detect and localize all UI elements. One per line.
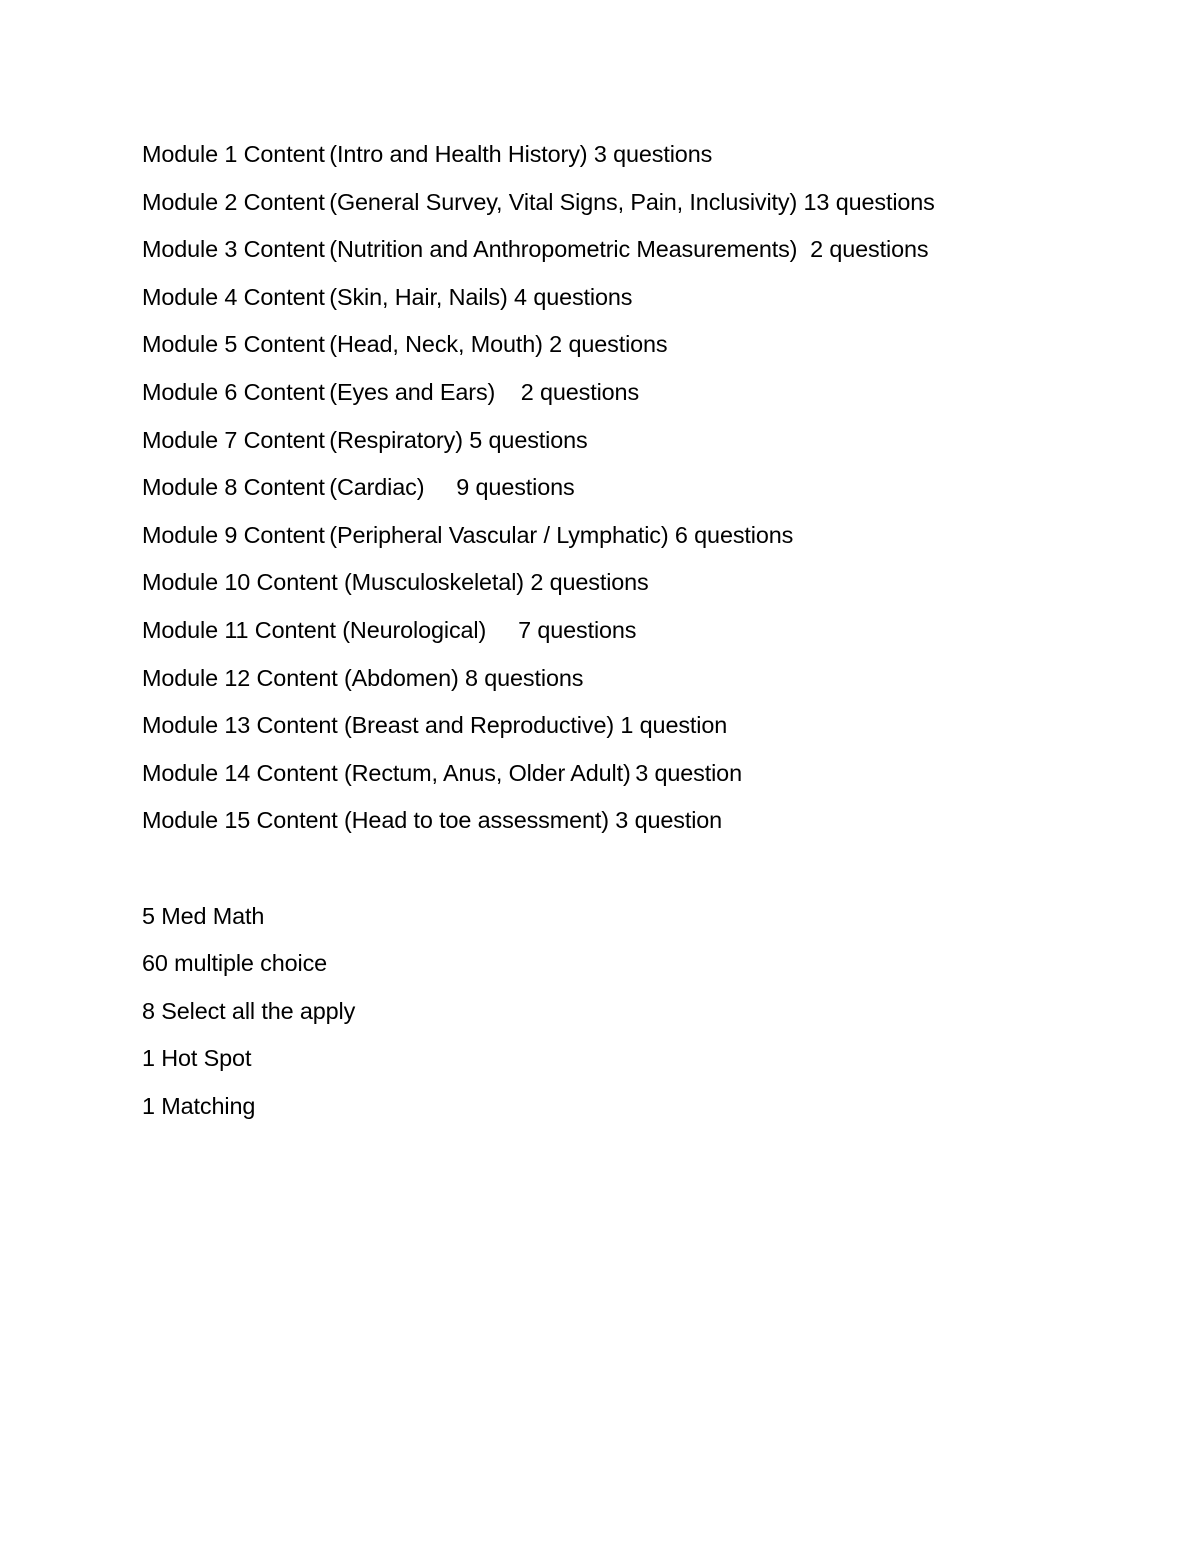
module-line: Module 6 Content (Eyes and Ears) 2 questions <box>142 378 640 405</box>
module-line: Module 12 Content (Abdomen) 8 questions <box>142 664 584 691</box>
module-line: Module 2 Content (General Survey, Vital Signs, Pain, Inclusivity) 13 questions <box>142 188 935 215</box>
module-line: Module 13 Content (Breast and Reproductive) 1 question <box>142 712 728 739</box>
summary-line: 8 Select all the apply <box>142 997 356 1024</box>
module-line: Module 5 Content (Head, Neck, Mouth) 2 questions <box>142 331 668 358</box>
module-line: Module 10 Content (Musculoskeletal) 2 questions <box>142 569 649 596</box>
summary-line: 5 Med Math <box>142 902 265 929</box>
module-line: Module 7 Content (Respiratory) 5 questions <box>142 426 588 453</box>
module-line: Module 8 Content (Cardiac) 9 questions <box>142 474 575 501</box>
summary-line: 60 multiple choice <box>142 950 328 977</box>
question-type-summary-list <box>142 893 1082 1131</box>
module-line: Module 14 Content (Rectum, Anus, Older Adult) 3 question <box>142 759 742 786</box>
module-line: Module 11 Content (Neurological) 7 questions <box>142 616 637 643</box>
module-line: Module 15 Content (Head to toe assessment) 3 question <box>142 807 723 834</box>
blank-separator-line <box>142 845 1082 893</box>
module-line: Module 9 Content (Peripheral Vascular / Lymphatic) 6 questions <box>142 521 794 548</box>
document-body <box>142 131 1082 1130</box>
summary-line: 1 Matching <box>142 1092 256 1119</box>
summary-line: 1 Hot Spot <box>142 1045 252 1072</box>
module-line: Module 4 Content (Skin, Hair, Nails) 4 questions <box>142 283 633 310</box>
module-line: Module 3 Content (Nutrition and Anthropometric Measurements) 2 questions <box>142 236 929 263</box>
module-question-list <box>142 131 1082 845</box>
module-line: Module 1 Content (Intro and Health History) 3 questions <box>142 141 713 167</box>
